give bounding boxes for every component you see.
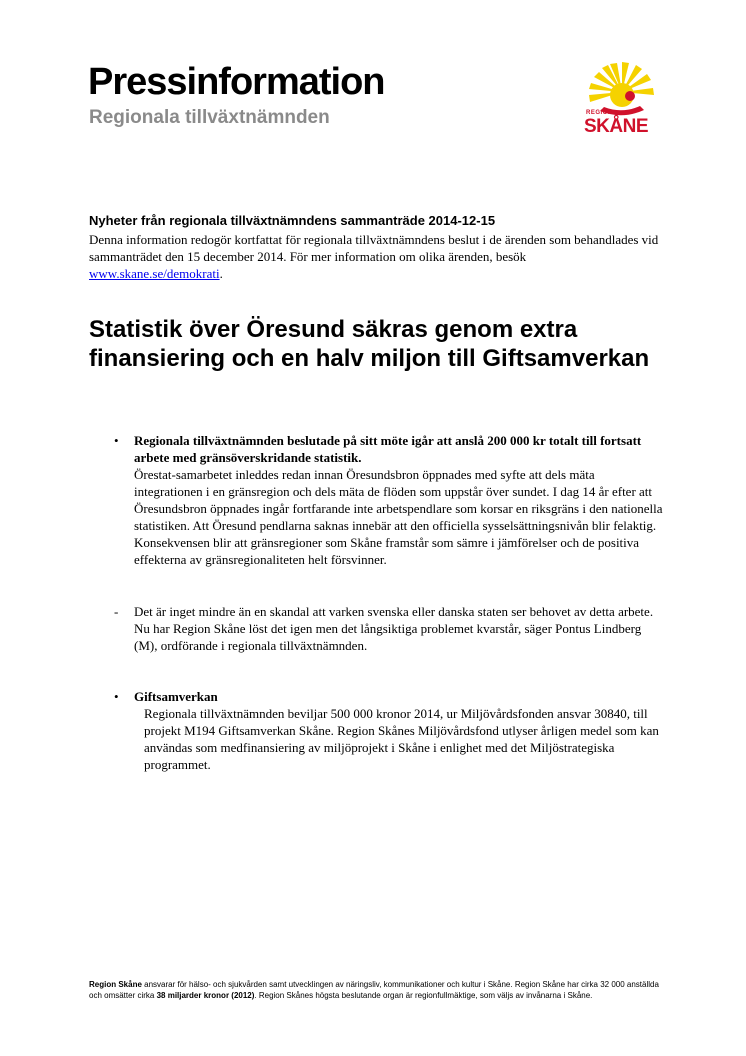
- quote-dash: -: [114, 604, 119, 619]
- intro-period: .: [219, 266, 223, 281]
- footer-bold-revenue: 38 miljarder kronor (2012): [156, 990, 255, 1000]
- section1-body: Örestat-samarbetet inleddes redan innan Öresundsbron öppnades med syfte att dels mäta integrationen i en gränsregion och dels mäta de flöden som uppstår över sundet. I dag 14 år efter att Öresundsbron öppnades ingår fortfarande inte arbetspendlare som korsar en riksgräns i den nationella statistiken. Att Öresund pendlarna saknas innebär att den officiella sysselsättningsnivån blir felaktig. Konsekvensen blir att gränsregioner som Skåne framstår som sämre i jämförelser och de positiva effekterna av gränsregionaliteten helt försvinner.: [134, 467, 663, 567]
- section2-body: Regionala tillväxtnämnden beviljar 500 000 kronor 2014, ur Miljövårdsfonden ansvar 30840, till projekt M194 Giftsamverkan Skåne. Region Skånes Miljövårdsfond utlyser årligen medel som kan användas som medfinansiering av miljöprojekt i Skåne i enlighet med det Miljöstrategiska programmet.: [144, 706, 659, 772]
- page-subtitle: Regionala tillväxtnämnden: [89, 107, 330, 128]
- news-heading: Nyheter från regionala tillväxtnämndens sammanträde 2014-12-15: [89, 213, 496, 228]
- logo-text-region: REGION: [586, 110, 613, 116]
- footer: [89, 980, 669, 1001]
- section2-title-wrap: [134, 688, 664, 705]
- bullet-2: •: [114, 689, 119, 704]
- intro-paragraph: [89, 231, 669, 282]
- logo-text-skane: SKÅNE: [584, 116, 649, 137]
- quote-text: Det är inget mindre än en skandal att varken svenska eller danska staten ser behovet av detta arbete. Nu har Region Skåne löst det igen men det långsiktiga problemet kvarstår, säger Pontus Lindberg (M), ordförande i regionala tillväxtnämnden.: [134, 604, 654, 653]
- footer-text-2: . Region Skånes högsta beslutande organ är regionfullmäktige, som väljs av invånarna i Skåne.: [254, 990, 593, 1000]
- section1-lead: Regionala tillväxtnämnden beslutade på sitt möte igår att anslå 200 000 kr totalt till fortsatt arbete med gränsöverskridande statistik.: [134, 433, 642, 465]
- page-title: Pressinformation: [88, 61, 385, 103]
- headline: Statistik över Öresund säkras genom extra finansiering och en halv miljon till Giftsamverkan: [89, 316, 650, 372]
- democracy-link[interactable]: www.skane.se/demokrati: [89, 266, 220, 281]
- intro-text: Denna information redogör kortfattat för regionala tillväxtnämndens beslut i de ärenden som behandlades vid sammanträdet den 15 december 2014. För mer information om olika ärenden, besök: [89, 232, 659, 264]
- section1: [134, 432, 664, 568]
- section2-title: Giftsamverkan: [134, 689, 218, 704]
- region-skane-logo: [584, 62, 660, 140]
- footer-bold-org: Region Skåne: [89, 980, 142, 989]
- footer-text-1: ansvarar för hälso- och sjukvården samt utvecklingen av näringsliv, kommunikationer och kultur i Skåne. Region Skåne har cirka 32 000 anställda och omsätter cirka: [89, 980, 659, 1000]
- bullet-1: •: [114, 433, 119, 448]
